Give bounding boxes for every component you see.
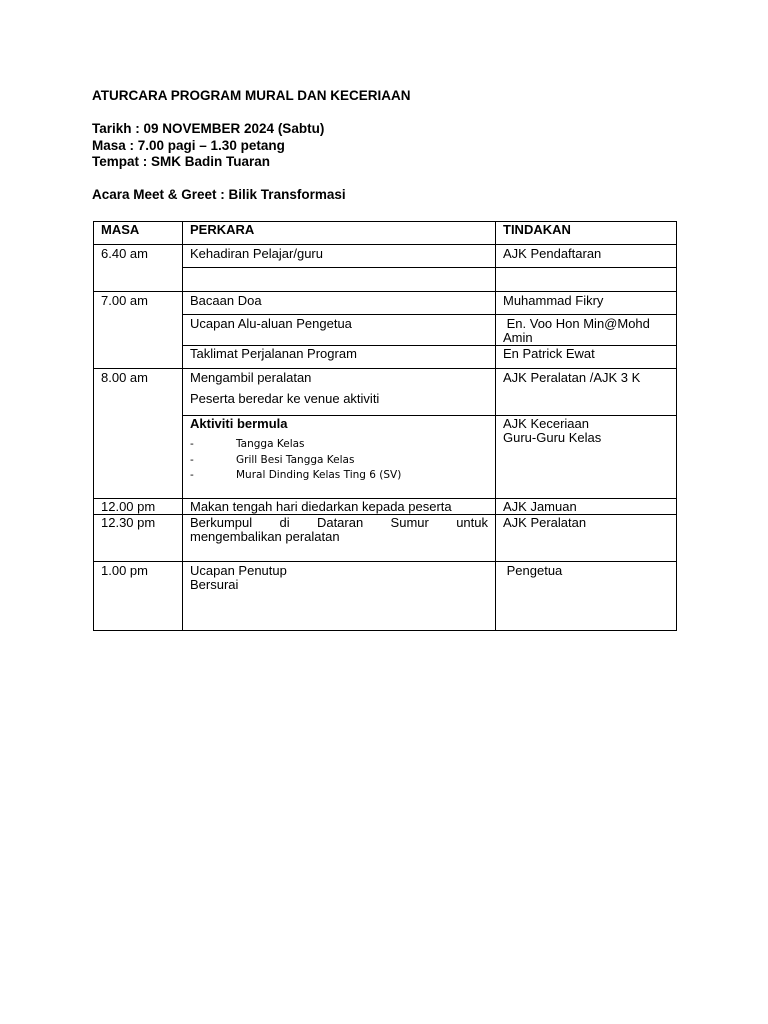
document-title: ATURCARA PROGRAM MURAL DAN KECERIAAN [92,88,411,103]
perkara-line: Mengambil peralatan [190,370,312,385]
table-row [94,562,677,631]
cell-masa: 7.00 am [94,292,183,369]
cell-perkara: Makan tengah hari diedarkan kepada peserta [183,499,496,515]
activity-list [190,437,488,484]
list-item-label: Tangga Kelas [236,438,305,450]
table-row [94,369,677,416]
cell-perkara: Ucapan Alu-aluan Pengetua [183,315,496,346]
cell-tindakan: Muhammad Fikry [496,292,677,315]
place-line: Tempat : SMK Badin Tuaran [92,154,271,169]
perkara-line: Bersurai [190,577,239,592]
perkara-line: Ucapan Penutup [190,563,287,578]
cell-perkara [183,515,496,562]
perkara-line: Berkumpul di Dataran Sumur untuk [190,515,488,530]
cell-tindakan: AJK Pendaftaran [496,245,677,268]
cell-perkara: Taklimat Perjalanan Program [183,346,496,369]
cell-perkara-empty [183,268,496,292]
table-row [94,245,677,268]
table-header-row [94,222,677,245]
tindakan-line: Amin [503,330,533,345]
cell-tindakan: AJK Peralatan /AJK 3 K [496,369,677,416]
header-perkara: PERKARA [183,222,496,245]
cell-tindakan: AJK Peralatan [496,515,677,562]
cell-tindakan [496,416,677,499]
meet-greet-line: Acara Meet & Greet : Bilik Transformasi [92,187,346,202]
cell-perkara [183,562,496,631]
perkara-line: Peserta beredar ke venue aktiviti [190,391,380,406]
cell-perkara [183,369,496,416]
table-row [94,515,677,562]
perkara-line: mengembalikan peralatan [190,529,340,544]
list-item-label: Grill Besi Tangga Kelas [236,453,355,466]
cell-tindakan: AJK Jamuan [496,499,677,515]
header-masa: MASA [94,222,183,245]
date-line: Tarikh : 09 NOVEMBER 2024 (Sabtu) [92,121,325,136]
event-info [92,121,324,171]
cell-tindakan [496,315,677,346]
tindakan-line: AJK Keceriaan [503,416,589,431]
list-item-label: Mural Dinding Kelas Ting 6 (SV) [236,469,402,481]
cell-tindakan: En Patrick Ewat [496,346,677,369]
schedule-table [93,221,677,631]
cell-perkara: Kehadiran Pelajar/guru [183,245,496,268]
cell-masa: 12.30 pm [94,515,183,562]
cell-perkara [183,416,496,499]
cell-tindakan-empty [496,268,677,292]
list-item [190,453,488,469]
tindakan-line: En. Voo Hon Min@Mohd [503,316,650,331]
table-row [94,292,677,315]
activity-heading: Aktiviti bermula [190,416,288,431]
cell-masa: 1.00 pm [94,562,183,631]
cell-masa: 6.40 am [94,245,183,292]
header-tindakan: TINDAKAN [496,222,677,245]
cell-perkara: Bacaan Doa [183,292,496,315]
tindakan-line: Guru-Guru Kelas [503,430,602,445]
time-line: Masa : 7.00 pagi – 1.30 petang [92,137,285,153]
list-item [190,468,488,484]
cell-masa: 8.00 am [94,369,183,499]
list-item [190,437,488,453]
cell-tindakan: Pengetua [496,562,677,631]
cell-masa: 12.00 pm [94,499,183,515]
table-row [94,499,677,515]
